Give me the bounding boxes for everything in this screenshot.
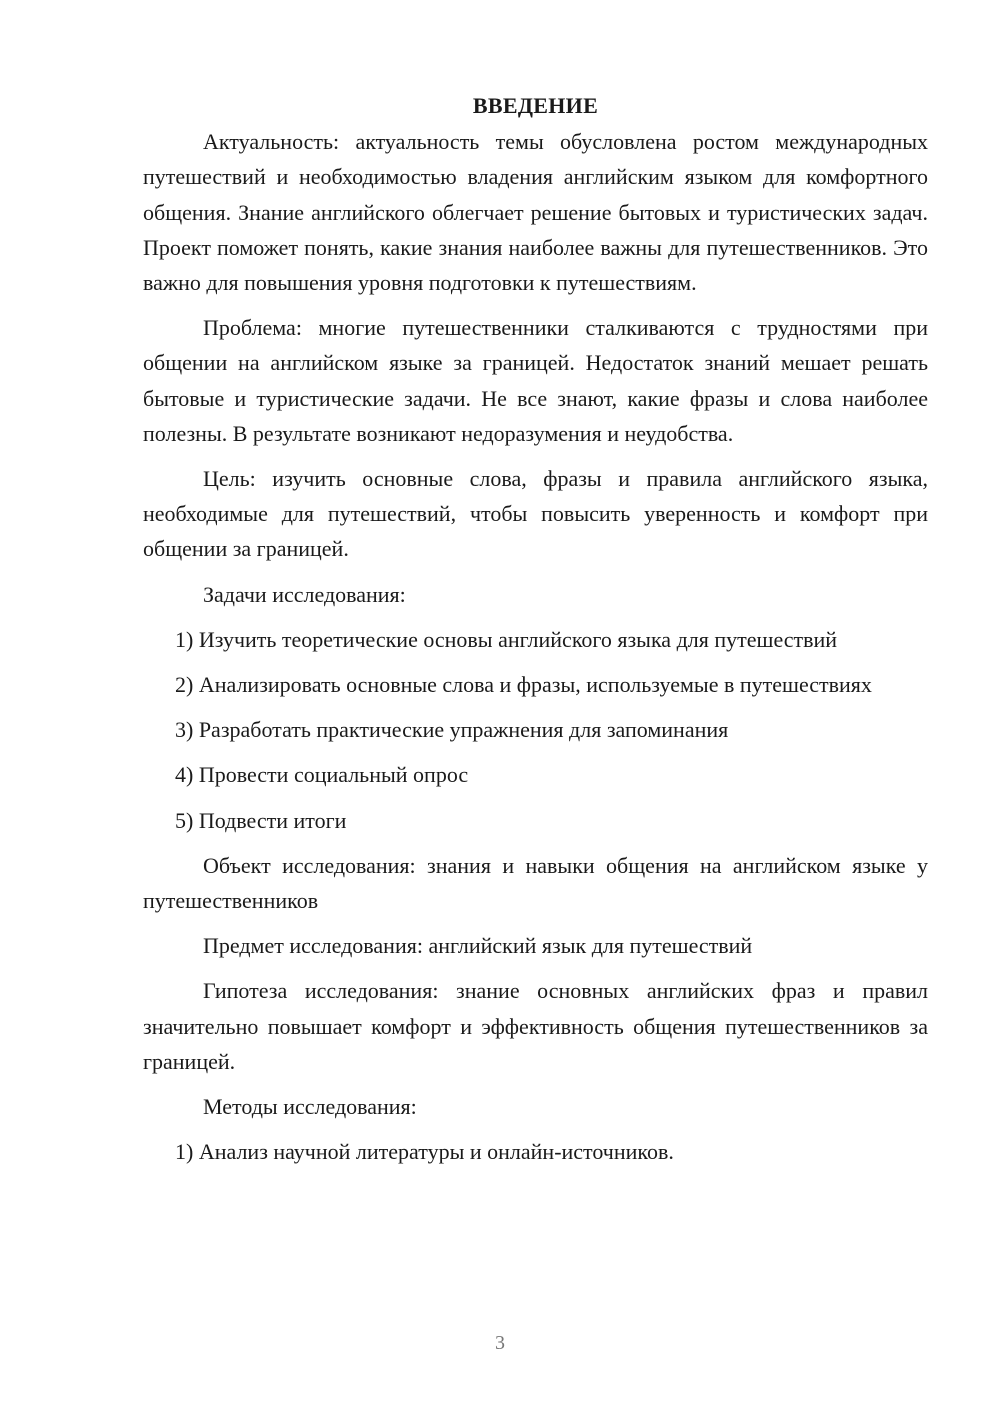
hypothesis-paragraph: Гипотеза исследования: знание основных английских фраз и правил значительно повышает комфорт и эффективность общения путешественников за границей. — [143, 978, 928, 1074]
task-item: 4) Провести социальный опрос — [175, 762, 469, 788]
goal-paragraph: Цель: изучить основные слова, фразы и правила английского языка, необходимые для путешествий, чтобы повысить уверенность и комфорт при общении за границей. — [143, 466, 928, 562]
subject-paragraph: Предмет исследования: английский язык для путешествий — [203, 933, 753, 959]
relevance-paragraph: Актуальность: актуальность темы обусловлена ростом международных путешествий и необходимостью владения английским языком для комфортного общения. Знание английского облегчает решение бытовых и туристических задач. Проект поможет понять, какие знания наиболее важны для путешественников. Это важно для повышения уровня подготовки к путешествиям. — [143, 129, 928, 296]
methods-heading: Методы исследования: — [203, 1094, 417, 1120]
problem-paragraph: Проблема: многие путешественники сталкиваются с трудностями при общении на английском языке за границей. Недостаток знаний мешает решать бытовые и туристические задачи. Не все знают, какие фразы и слова наиболее полезны. В результате возникают недоразумения и неудобства. — [143, 315, 928, 446]
task-item: 5) Подвести итоги — [175, 807, 347, 833]
task-item: 1) Изучить теоретические основы английского языка для путешествий — [175, 626, 838, 652]
task-item: 2) Анализировать основные слова и фразы, используемые в путешествиях — [175, 672, 872, 698]
document-page — [143, 88, 928, 1179]
object-paragraph: Объект исследования: знания и навыки общения на английском языке у путешественников — [143, 852, 928, 914]
tasks-heading: Задачи исследования: — [203, 581, 406, 607]
method-item: 1) Анализ научной литературы и онлайн-источников. — [175, 1139, 674, 1165]
page-number: 3 — [495, 1332, 505, 1354]
task-item: 3) Разработать практические упражнения для запоминания — [175, 717, 729, 743]
page-title: ВВЕДЕНИЕ — [472, 93, 599, 118]
